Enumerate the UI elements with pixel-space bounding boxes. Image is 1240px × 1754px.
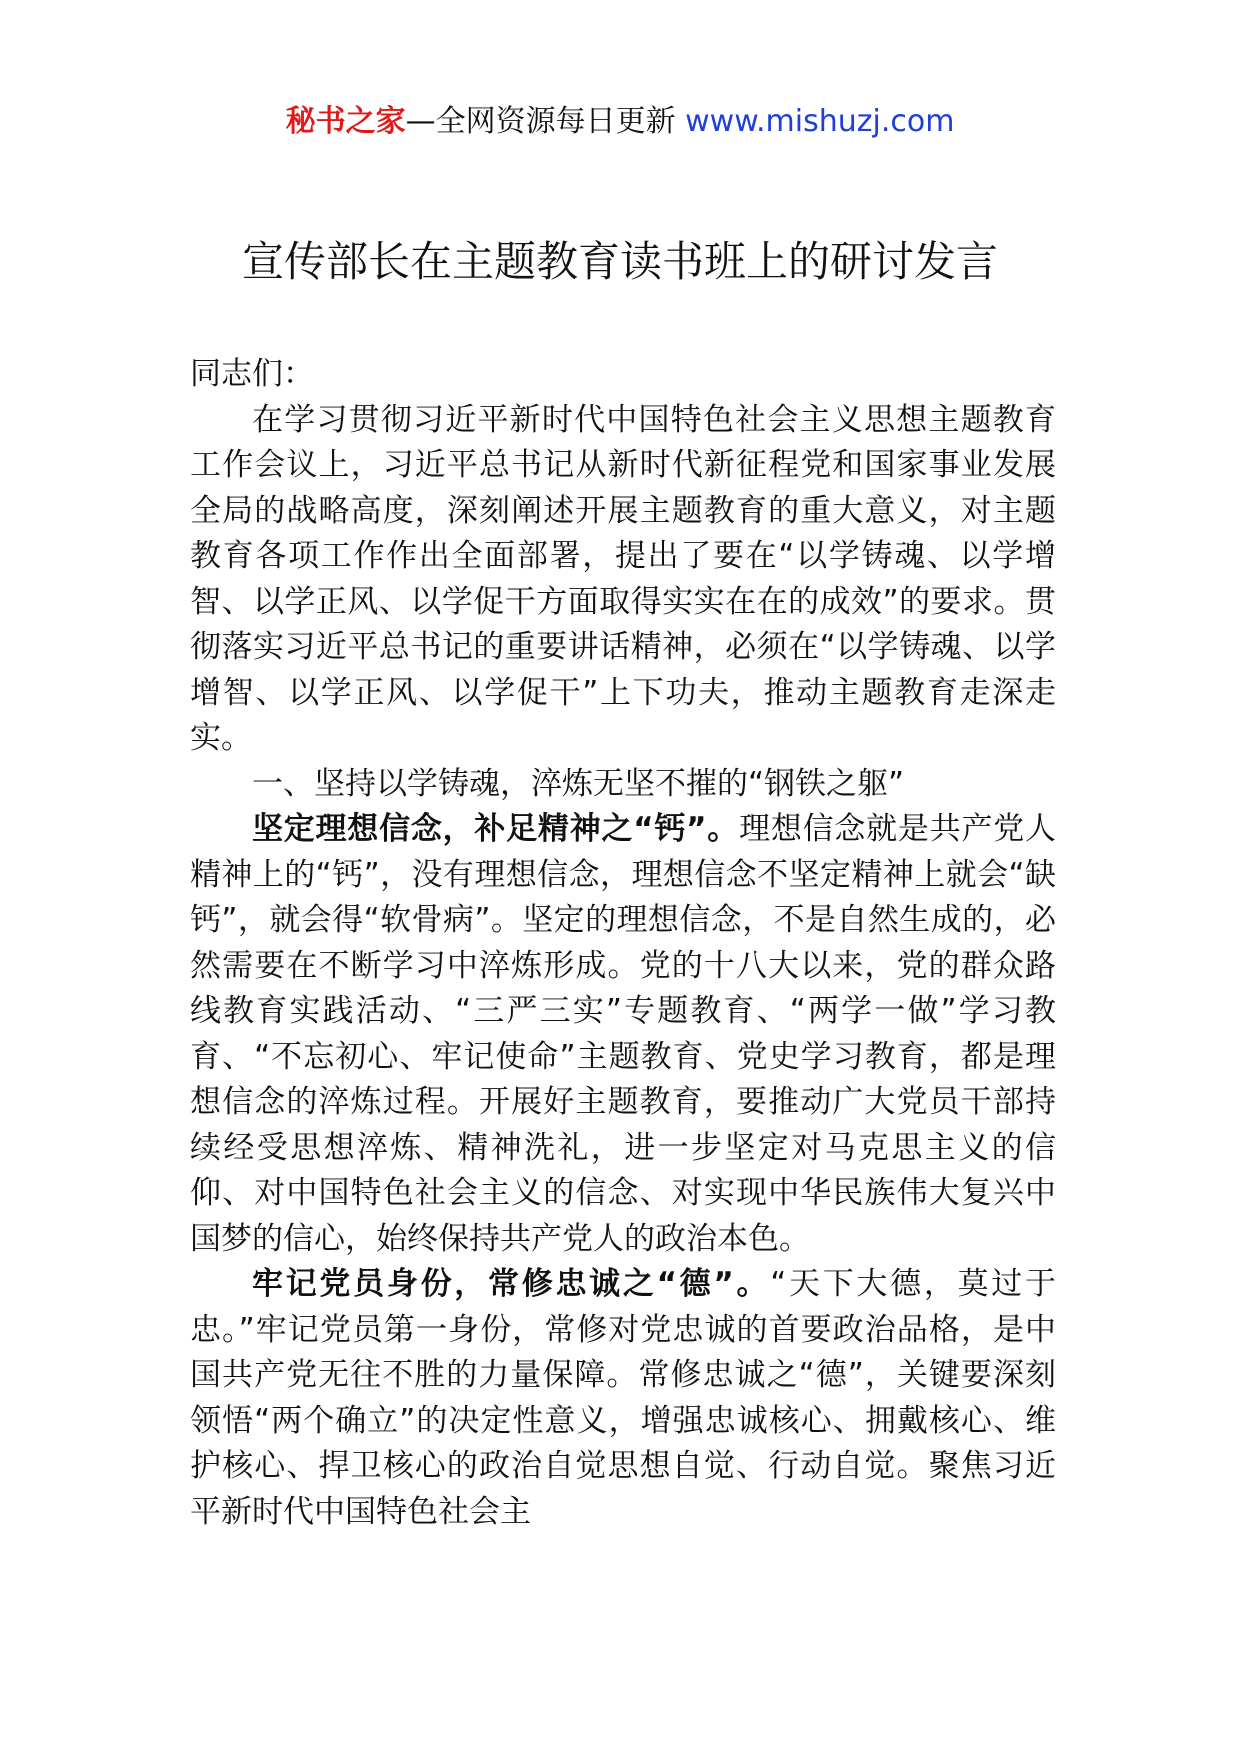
intro-paragraph: 在学习贯彻习近平新时代中国特色社会主义思想主题教育工作会议上，习近平总书记从新时代新征程党和国家事业发展全局的战略高度，深刻阐述开展主题教育的重大意义，对主题教育各项工作作出全面部署，提出了要在“以学铸魂、以学增智、以学正风、以学促干方面取得实实在在的成效”的要求。贯彻落实习近平总书记的重要讲话精神，必须在“以学铸魂、以学增智、以学正风、以学促干”上下功夫，推动主题教育走深走实。 bbox=[190, 401, 1056, 756]
salutation: 同志们： bbox=[190, 356, 314, 392]
paragraph-1 bbox=[190, 807, 1056, 1262]
brand-name: 秘书之家 bbox=[285, 104, 406, 139]
paragraph-1-lead: 坚定理想信念，补足精神之“钙”。 bbox=[252, 811, 740, 847]
document-title: 宣传部长在主题教育读书班上的研讨发言 bbox=[241, 237, 998, 286]
paragraph-2 bbox=[190, 1262, 1056, 1535]
section-heading: 一、坚持以学铸魂，淬炼无坚不摧的“钢铁之躯” bbox=[252, 765, 905, 802]
paragraph-2-lead: 牢记党员身份，常修忠诚之“德”。 bbox=[252, 1266, 771, 1302]
paragraph-1-body: 理想信念就是共产党人精神上的“钙”，没有理想信念，理想信念不坚定精神上就会“缺钙”，就会得“软骨病”。坚定的理想信念，不是自然生成的，必然需要在不断学习中淬炼形成。党的十八大以来，党的群众路线教育实践活动、“三严三实”专题教育、“两学一做”学习教育、“不忘初心、牢记使命”主题教育、党史学习教育，都是理想信念的淬炼过程。开展好主题教育，要推动广大党员干部持续经受思想淬炼、精神洗礼，进一步坚定对马克思主义的信仰、对中国特色社会主义的信念、对实现中华民族伟大复兴中国梦的信心，始终保持共产党人的政治本色。 bbox=[190, 811, 1057, 1257]
site-url-link[interactable]: www.mishuzj.com bbox=[685, 104, 955, 139]
document-body bbox=[190, 352, 1056, 1535]
header-tagline: —全网资源每日更新 bbox=[405, 104, 676, 139]
site-header bbox=[0, 102, 1240, 142]
paragraph-2-body: “天下大德，莫过于忠。”牢记党员第一身份，常修对党忠诚的首要政治品格，是中国共产党无往不胜的力量保障。常修忠诚之“德”，关键要深刻领悟“两个确立”的决定性意义，增强忠诚核心、拥戴核心、维护核心、捍卫核心的政治自觉思想自觉、行动自觉。聚焦习近平新时代中国特色社会主 bbox=[190, 1266, 1057, 1530]
